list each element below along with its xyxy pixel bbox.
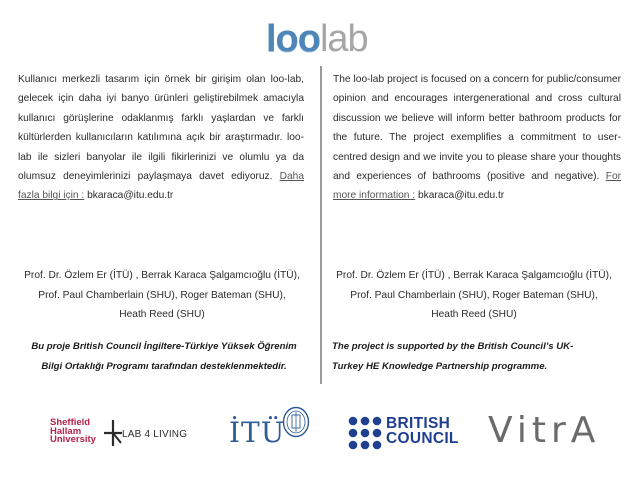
english-credits [324,266,624,325]
english-support-note [332,337,624,376]
itu-logo-text: İTÜ [229,416,286,449]
support-line: Bilgi Ortaklığı Programı tarafından desteklenmektedir. [41,360,287,372]
sponsor-logos [0,398,640,468]
logo-loo: loo [266,18,320,60]
loolab-logo [266,14,376,64]
logo-lab: lab [319,18,368,60]
british-council-text: BRITISH COUNCIL [386,415,459,447]
support-line: Turkey HE Knowledge Partnership programme. [332,360,548,372]
english-body: The loo-lab project is focused on a concern for public/consumer opinion and encourages intergenerational and cross cultural discussion we believe will inform better bathroom products for the future. The project exemplifies a commitment to user-centred design and we invite you to please share your thoughts and experiences of bathrooms (positive and negative). [333,74,621,183]
credit-line: Prof. Dr. Özlem Er (İTÜ) , Berrak Karaca Şalgamcıoğlu (İTÜ), [336,270,612,281]
credit-line: Prof. Dr. Özlem Er (İTÜ) , Berrak Karaca Şalgamcıoğlu (İTÜ), [24,270,300,281]
itu-seal-icon [282,406,310,438]
sheffield-hallam-logo: Sheffield Hallam University [50,417,96,446]
english-description [333,70,621,206]
turkish-support-note [16,337,312,376]
plus-cross-icon [104,418,122,448]
turkish-description [18,70,304,206]
turkish-email[interactable]: bkaraca@itu.edu.tr [87,190,174,202]
credit-line: Heath Reed (SHU) [431,309,517,320]
column-divider [320,66,322,384]
support-line: The project is supported by the British Council’s UK- [332,341,574,352]
lab4living-logo [104,418,200,448]
turkish-credits [12,266,312,325]
vitra-logo: VitrA [488,410,601,451]
credit-line: Prof. Paul Chamberlain (SHU), Roger Bateman (SHU), [38,289,286,301]
turkish-body: Kullanıcı merkezli tasarım için örnek bir girişim olan loo-lab, gelecek için daha iyi banyo ürünleri geliştirebilmek amacıyla kullanıcı görüşlerine odaklanmış farklı yaşlardan ve farklı kültürlerden kullanıcıların katılımına açık bir araştırmadır. loo-lab ile sizleri banyolar ile ilgili fikirlerinizi ve olumlu ya da olumsuz deneyimlerinizi paylaşmaya davet ediyoruz. [18,74,304,183]
english-more-info-link[interactable]: For more information : [333,171,621,202]
support-line: Bu proje British Council İngiltere-Türkiye Yüksek Öğrenim [31,341,297,352]
english-email[interactable]: bkaraca@itu.edu.tr [417,190,505,202]
lab4living-text: LAB 4 LIVING [122,429,188,440]
credit-line: Prof. Paul Chamberlain (SHU), Roger Bateman (SHU), [350,289,598,301]
turkish-more-info-link[interactable]: Daha fazla bilgi için : [18,171,304,202]
credit-line: Heath Reed (SHU) [119,309,205,320]
british-council-icon [348,416,382,450]
